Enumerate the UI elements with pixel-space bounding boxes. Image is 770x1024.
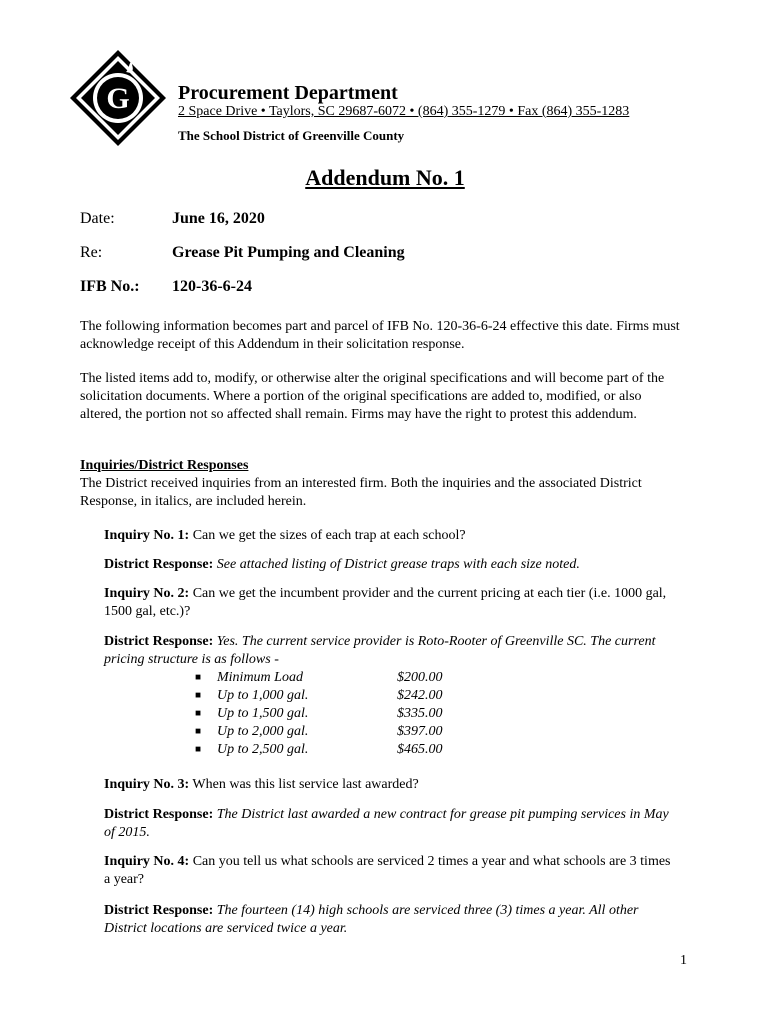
- department-title: Procurement Department: [178, 82, 398, 104]
- department-address: 2 Space Drive • Taylors, SC 29687-6072 • (864) 355-1279 • Fax (864) 355-1283: [178, 104, 630, 119]
- bullet-icon: ■: [195, 726, 202, 737]
- response-text: See attached listing of District grease traps with each size noted.: [213, 557, 580, 572]
- pricing-row: [195, 705, 495, 723]
- response-label: District Response:: [104, 903, 214, 918]
- inquiry-label: Inquiry No. 4:: [104, 854, 190, 869]
- inquiries-section: [80, 457, 680, 511]
- date-value: June 16, 2020: [172, 210, 265, 227]
- pricing-amount: $200.00: [397, 670, 443, 685]
- district-name: The School District of Greenville County: [178, 128, 405, 143]
- pricing-list: [195, 669, 495, 759]
- response-text: Yes. The current service provider is Roto-Rooter of Greenville SC. The current pricing structure is as follows -: [104, 634, 656, 667]
- inquiry-text: Can we get the incumbent provider and the current pricing at each tier (i.e. 1000 gal, 1500 gal, etc.)?: [104, 586, 667, 619]
- re-value: Grease Pit Pumping and Cleaning: [172, 244, 405, 261]
- response-1: [104, 556, 679, 574]
- bullet-icon: ■: [195, 690, 202, 701]
- pricing-row: [195, 723, 495, 741]
- ifb-value: 120-36-6-24: [172, 278, 252, 295]
- section-heading: Inquiries/District Responses: [80, 458, 249, 473]
- inquiry-2: [104, 585, 679, 621]
- ifb-row: [80, 278, 252, 296]
- pricing-amount: $335.00: [397, 706, 443, 721]
- logo-letter: G: [106, 82, 130, 115]
- bullet-icon: ■: [195, 744, 202, 755]
- date-label: Date:: [80, 210, 115, 227]
- ifb-label: IFB No.:: [80, 278, 140, 295]
- response-text: The District last awarded a new contract for grease pit pumping services in May of 2015.: [104, 807, 669, 840]
- inquiry-label: Inquiry No. 3:: [104, 777, 190, 792]
- inquiry-label: Inquiry No. 2:: [104, 586, 190, 601]
- pricing-item: Up to 2,000 gal.: [217, 724, 309, 739]
- inquiry-text: Can we get the sizes of each trap at each school?: [189, 528, 466, 543]
- re-row: [80, 244, 405, 262]
- response-2: [104, 633, 679, 669]
- inquiry-1: [104, 527, 679, 545]
- inquiry-text: Can you tell us what schools are serviced 2 times a year and what schools are 3 times a year?: [104, 854, 671, 887]
- response-text: The fourteen (14) high schools are serviced three (3) times a year. All other District locations are serviced twice a year.: [104, 903, 639, 936]
- bullet-icon: ■: [195, 672, 202, 683]
- intro-paragraph-1: The following information becomes part and parcel of IFB No. 120-36-6-24 effective this date. Firms must acknowledge receipt of this Addendum in their solicitation response.: [80, 319, 680, 352]
- bullet-icon: ■: [195, 708, 202, 719]
- date-row: [80, 210, 265, 228]
- district-logo: [68, 48, 168, 148]
- re-label: Re:: [80, 244, 103, 261]
- response-4: [104, 902, 679, 938]
- section-text: The District received inquiries from an interested firm. Both the inquiries and the associated District Response, in italics, are included herein.: [80, 476, 642, 509]
- pricing-row: [195, 741, 495, 759]
- response-3: [104, 806, 679, 842]
- inquiry-label: Inquiry No. 1:: [104, 528, 190, 543]
- pricing-amount: $397.00: [397, 724, 443, 739]
- pricing-item: Up to 1,500 gal.: [217, 706, 309, 721]
- pricing-item: Up to 2,500 gal.: [217, 742, 309, 757]
- inquiry-text: When was this list service last awarded?: [189, 777, 419, 792]
- pricing-row: [195, 669, 495, 687]
- response-label: District Response:: [104, 807, 214, 822]
- inquiry-3: [104, 776, 679, 794]
- inquiry-4: [104, 853, 679, 889]
- addendum-title-text: Addendum No. 1: [305, 165, 465, 190]
- pricing-row: [195, 687, 495, 705]
- pricing-item: Up to 1,000 gal.: [217, 688, 309, 703]
- intro-paragraph-2: The listed items add to, modify, or otherwise alter the original specifications and will become part of the solicitation documents. Where a portion of the original specifications are added to, modified, or also altered, the portion not so affected shall remain. Firms may have the right to protest this addendum.: [80, 371, 665, 422]
- addendum-title: [0, 165, 770, 191]
- response-label: District Response:: [104, 557, 214, 572]
- pricing-item: Minimum Load: [217, 670, 303, 685]
- response-label: District Response:: [104, 634, 214, 649]
- page-number: 1: [680, 953, 687, 968]
- pricing-amount: $242.00: [397, 688, 443, 703]
- pricing-amount: $465.00: [397, 742, 443, 757]
